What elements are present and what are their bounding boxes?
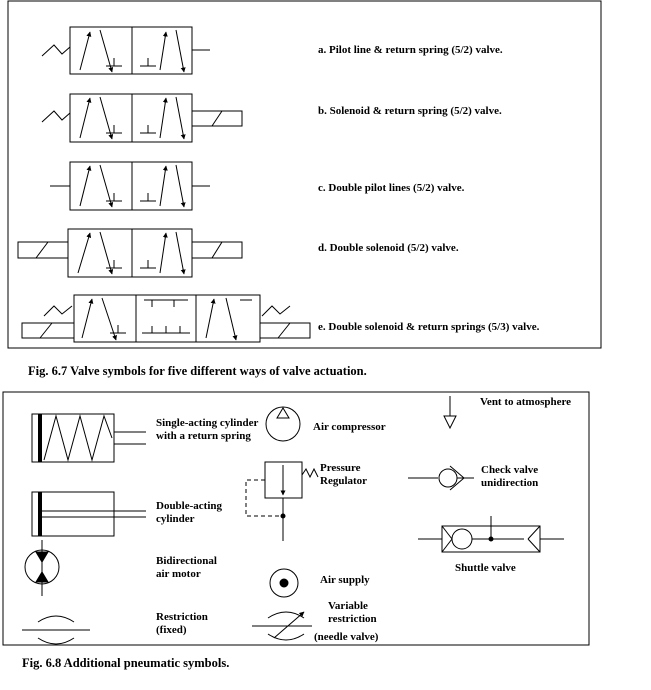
fixed-restriction-label: Restriction (fixed) bbox=[156, 611, 208, 636]
pressure-regulator-label: Pressure Regulator bbox=[320, 462, 368, 487]
valve-a-label: a. Pilot line & return spring (5/2) valve. bbox=[318, 44, 503, 56]
fig-6-8-caption: Fig. 6.8 Additional pneumatic symbols. bbox=[22, 656, 230, 670]
fig-6-7-frame bbox=[8, 1, 601, 348]
shuttle-valve-symbol bbox=[418, 516, 564, 552]
fixed-restriction-symbol bbox=[22, 616, 90, 644]
valve-a-symbol bbox=[42, 27, 210, 74]
valve-b-label: b. Solenoid & return spring (5/2) valve. bbox=[318, 105, 502, 117]
check-valve-symbol bbox=[408, 466, 474, 490]
double-acting-cylinder-label: Double-acting cylinder bbox=[156, 500, 222, 525]
variable-restriction-symbol bbox=[252, 612, 312, 640]
single-acting-cylinder-symbol bbox=[32, 414, 146, 462]
fig-6-8-frame bbox=[3, 392, 589, 645]
valve-e-label: e. Double solenoid & return springs (5/3) valve. bbox=[318, 321, 540, 333]
air-compressor-symbol bbox=[266, 407, 300, 441]
variable-restriction-label: Variable restriction bbox=[328, 600, 377, 625]
check-valve-label: Check valve unidirection bbox=[481, 464, 539, 489]
valve-d-label: d. Double solenoid (5/2) valve. bbox=[318, 242, 459, 254]
air-motor-symbol bbox=[25, 540, 59, 596]
vent-label: Vent to atmosphere bbox=[480, 396, 572, 408]
shuttle-valve-label: Shuttle valve bbox=[455, 562, 516, 574]
valve-c-symbol bbox=[50, 162, 210, 210]
single-acting-cylinder-label: Single-acting cylinder with a return spring bbox=[156, 417, 259, 442]
air-compressor-label: Air compressor bbox=[313, 421, 386, 433]
air-motor-label: Bidirectional air motor bbox=[156, 555, 217, 580]
valve-e-symbol bbox=[22, 295, 310, 342]
air-supply-label: Air supply bbox=[320, 574, 370, 586]
vent-symbol bbox=[444, 396, 456, 428]
valve-c-label: c. Double pilot lines (5/2) valve. bbox=[318, 182, 465, 194]
valve-b-symbol bbox=[42, 94, 242, 142]
valve-d-symbol bbox=[18, 229, 242, 277]
fig-6-7-caption: Fig. 6.7 Valve symbols for five different ways of valve actuation. bbox=[28, 364, 367, 378]
pressure-regulator-symbol bbox=[246, 462, 318, 541]
needle-valve-label: (needle valve) bbox=[314, 631, 379, 643]
double-acting-cylinder-symbol bbox=[32, 492, 146, 536]
air-supply-symbol bbox=[270, 569, 298, 597]
